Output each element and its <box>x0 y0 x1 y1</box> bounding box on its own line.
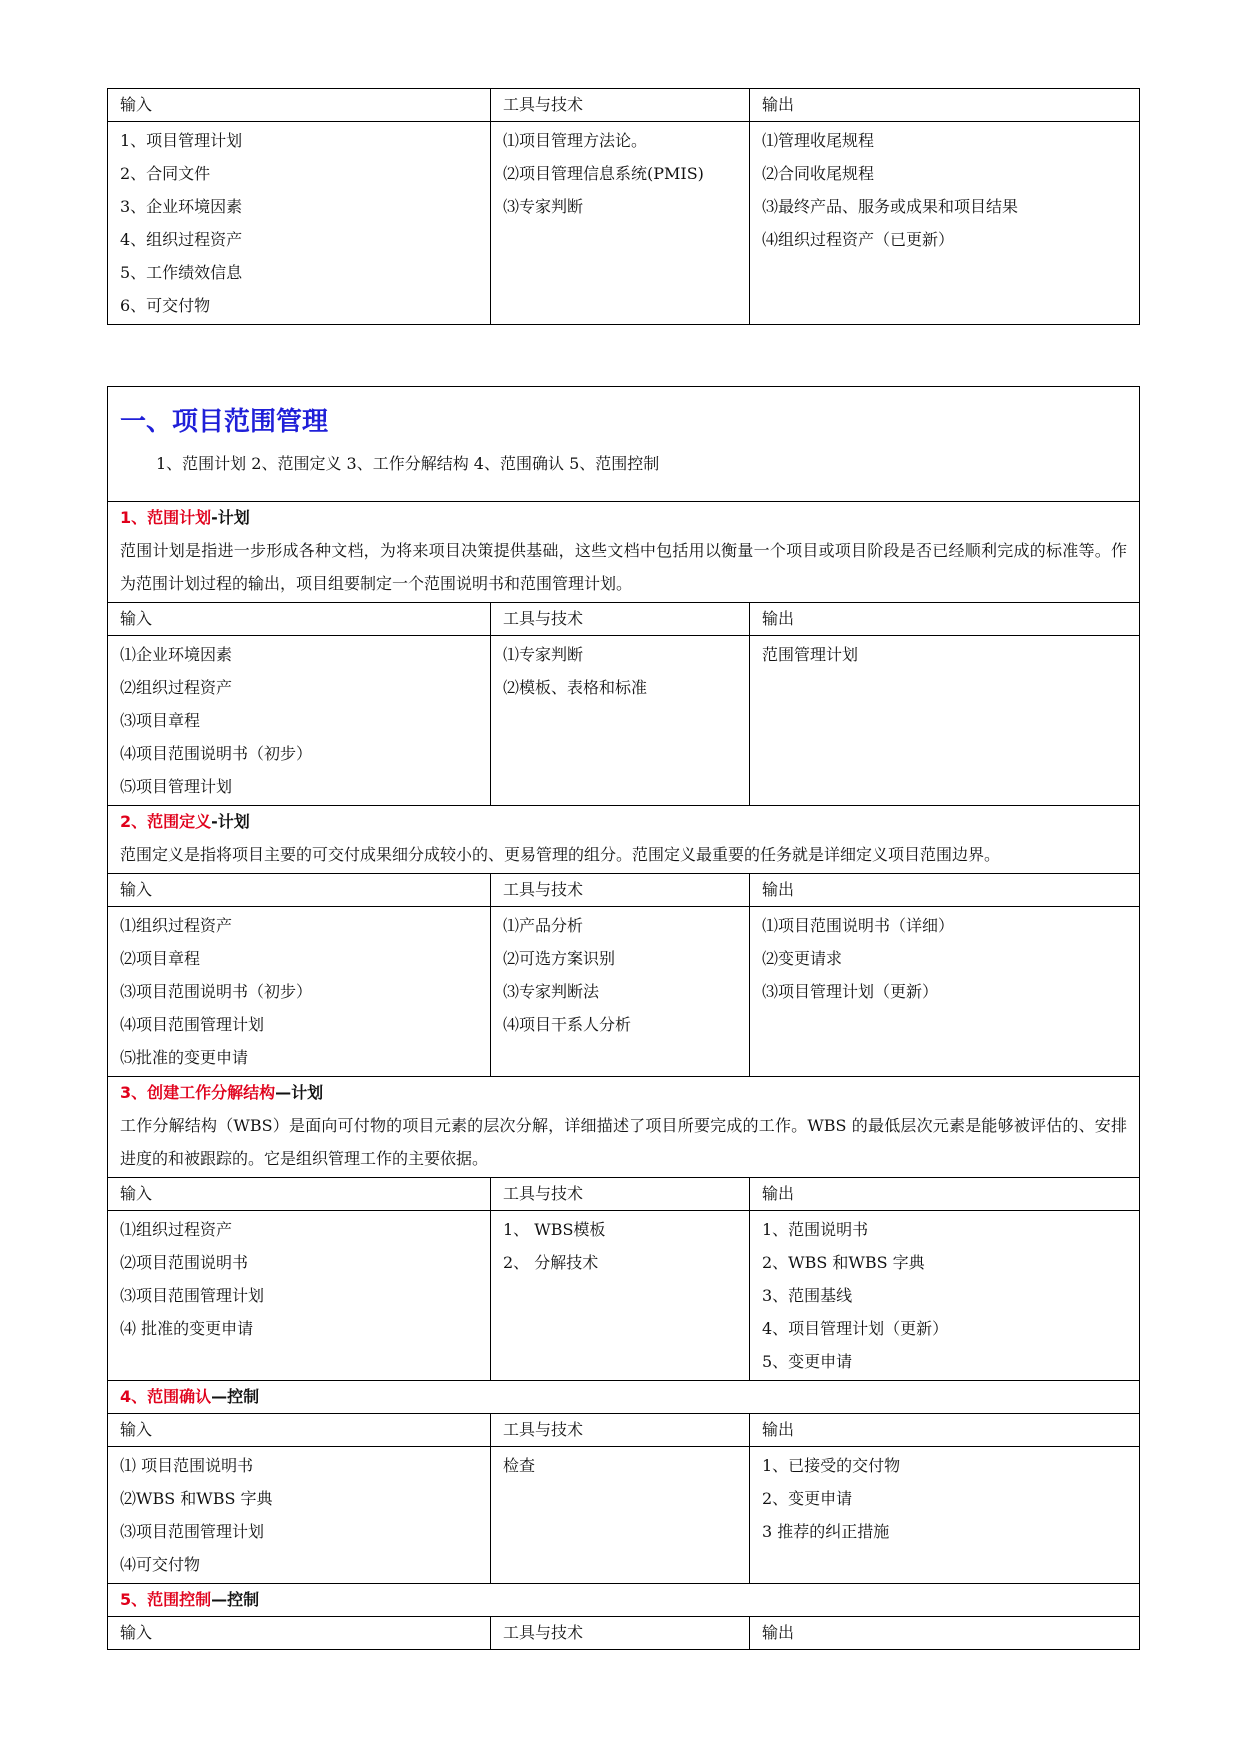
tools-cell <box>491 1211 750 1381</box>
subsection-3 <box>108 1077 1140 1178</box>
list-item: ⑶项目范围管理计划 <box>120 1522 265 1541</box>
list-item: 5、变更申请 <box>762 1352 853 1371</box>
subsection-4 <box>108 1381 1140 1414</box>
list-item: 2、变更申请 <box>762 1489 853 1508</box>
list-item: ⑷项目干系人分析 <box>503 1015 632 1034</box>
subsection-title: 3、创建工作分解结构—计划 <box>120 1083 324 1102</box>
header-tools: 工具与技术 <box>491 89 750 122</box>
tools-cell <box>491 907 750 1077</box>
list-item: ⑴管理收尾规程 <box>762 131 875 150</box>
list-item: 1、已接受的交付物 <box>762 1456 901 1475</box>
list-item: ⑵项目章程 <box>120 949 201 968</box>
list-item: ⑵变更请求 <box>762 949 843 968</box>
header-tools: 工具与技术 <box>491 603 750 636</box>
list-item: ⑵WBS 和WBS 字典 <box>120 1489 273 1508</box>
list-item: ⑴产品分析 <box>503 916 584 935</box>
inputs-cell <box>108 122 491 325</box>
inputs-cell <box>108 1211 491 1381</box>
tools-cell <box>491 1447 750 1584</box>
list-item: ⑸项目管理计划 <box>120 777 233 796</box>
header-output: 输出 <box>750 1178 1140 1211</box>
subsection-5 <box>108 1584 1140 1617</box>
list-item: ⑶项目范围管理计划 <box>120 1286 265 1305</box>
list-item: ⑵可选方案识别 <box>503 949 616 968</box>
subsection-2 <box>108 806 1140 874</box>
outputs-cell <box>750 1447 1140 1584</box>
list-item: 3、范围基线 <box>762 1286 853 1305</box>
list-item: ⑵模板、表格和标准 <box>503 678 648 697</box>
list-item: 3、企业环境因素 <box>120 197 243 216</box>
list-item: 1、 WBS模板 <box>503 1220 606 1239</box>
list-item: ⑶最终产品、服务或成果和项目结果 <box>762 197 1019 216</box>
list-item: 范围管理计划 <box>762 645 859 664</box>
tools-cell <box>491 122 750 325</box>
list-item: 1、项目管理计划 <box>120 131 243 150</box>
outputs-cell <box>750 1211 1140 1381</box>
subsection-description: 范围计划是指进一步形成各种文档，为将来项目决策提供基础，这些文档中包括用以衡量一个项目或项目阶段是否已经顺利完成的标准等。作为范围计划过程的输出，项目组要制定一个范围说明书和范围管理计划。 <box>120 541 1127 593</box>
header-output: 输出 <box>750 603 1140 636</box>
list-item: ⑴组织过程资产 <box>120 916 233 935</box>
list-item: 6、可交付物 <box>120 296 211 315</box>
list-item: 1、范围说明书 <box>762 1220 869 1239</box>
header-input: 输入 <box>108 603 491 636</box>
outputs-cell <box>750 907 1140 1077</box>
list-item: ⑷组织过程资产（已更新） <box>762 230 955 249</box>
inputs-cell <box>108 636 491 806</box>
header-input: 输入 <box>108 89 491 122</box>
header-output: 输出 <box>750 89 1140 122</box>
list-item: ⑶项目章程 <box>120 711 201 730</box>
list-item: ⑷ 批准的变更申请 <box>120 1319 254 1338</box>
list-item: ⑴组织过程资产 <box>120 1220 233 1239</box>
subsection-description: 范围定义是指将项目主要的可交付成果细分成较小的、更易管理的组分。范围定义最重要的任务就是详细定义项目范围边界。 <box>120 845 1001 864</box>
list-item: ⑶专家判断法 <box>503 982 600 1001</box>
subsection-title: 4、范围确认—控制 <box>120 1387 260 1406</box>
list-item: ⑴项目范围说明书（详细） <box>762 916 955 935</box>
section-title: 一、项目范围管理 <box>120 407 329 437</box>
header-tools: 工具与技术 <box>491 1414 750 1447</box>
subsection-title: 2、范围定义-计划 <box>120 812 250 831</box>
list-item: 5、工作绩效信息 <box>120 263 243 282</box>
list-item: ⑶专家判断 <box>503 197 584 216</box>
list-item: ⑶项目范围说明书（初步） <box>120 982 313 1001</box>
list-item: ⑵合同收尾规程 <box>762 164 875 183</box>
header-output: 输出 <box>750 1414 1140 1447</box>
header-input: 输入 <box>108 1178 491 1211</box>
header-input: 输入 <box>108 1414 491 1447</box>
list-item: 4、组织过程资产 <box>120 230 243 249</box>
section-header <box>108 387 1140 502</box>
outputs-cell <box>750 122 1140 325</box>
tools-cell <box>491 636 750 806</box>
header-output: 输出 <box>750 874 1140 907</box>
section-summary: 1、范围计划 2、范围定义 3、工作分解结构 4、范围确认 5、范围控制 <box>156 454 660 473</box>
inputs-cell <box>108 1447 491 1584</box>
header-tools: 工具与技术 <box>491 1617 750 1650</box>
list-item: 3 推荐的纠正措施 <box>762 1522 890 1541</box>
header-input: 输入 <box>108 1617 491 1650</box>
list-item: ⑷项目范围管理计划 <box>120 1015 265 1034</box>
header-input: 输入 <box>108 874 491 907</box>
list-item: ⑶项目管理计划（更新） <box>762 982 939 1001</box>
list-item: ⑸批准的变更申请 <box>120 1048 249 1067</box>
list-item: ⑴项目管理方法论。 <box>503 131 648 150</box>
subsection-title: 5、范围控制—控制 <box>120 1590 260 1609</box>
header-tools: 工具与技术 <box>491 874 750 907</box>
subsection-description: 工作分解结构（WBS）是面向可付物的项目元素的层次分解，详细描述了项目所要完成的工作。WBS 的最低层次元素是能够被评估的、安排进度的和被跟踪的。它是组织管理工作的主要依据。 <box>120 1116 1127 1168</box>
subsection-1 <box>108 502 1140 603</box>
list-item: ⑴企业环境因素 <box>120 645 233 664</box>
top-process-table <box>107 88 1140 325</box>
list-item: ⑴ 项目范围说明书 <box>120 1456 254 1475</box>
list-item: ⑷可交付物 <box>120 1555 201 1574</box>
outputs-cell <box>750 636 1140 806</box>
subsection-title: 1、范围计划-计划 <box>120 508 250 527</box>
list-item: 2、 分解技术 <box>503 1253 599 1272</box>
list-item: ⑵项目管理信息系统(PMIS) <box>503 164 704 183</box>
list-item: ⑵项目范围说明书 <box>120 1253 249 1272</box>
scope-management-table <box>107 386 1140 1650</box>
list-item: 4、项目管理计划（更新） <box>762 1319 949 1338</box>
list-item: 2、合同文件 <box>120 164 211 183</box>
list-item: 检查 <box>503 1456 536 1475</box>
inputs-cell <box>108 907 491 1077</box>
list-item: ⑷项目范围说明书（初步） <box>120 744 313 763</box>
header-output: 输出 <box>750 1617 1140 1650</box>
header-tools: 工具与技术 <box>491 1178 750 1211</box>
list-item: 2、WBS 和WBS 字典 <box>762 1253 925 1272</box>
list-item: ⑵组织过程资产 <box>120 678 233 697</box>
list-item: ⑴专家判断 <box>503 645 584 664</box>
